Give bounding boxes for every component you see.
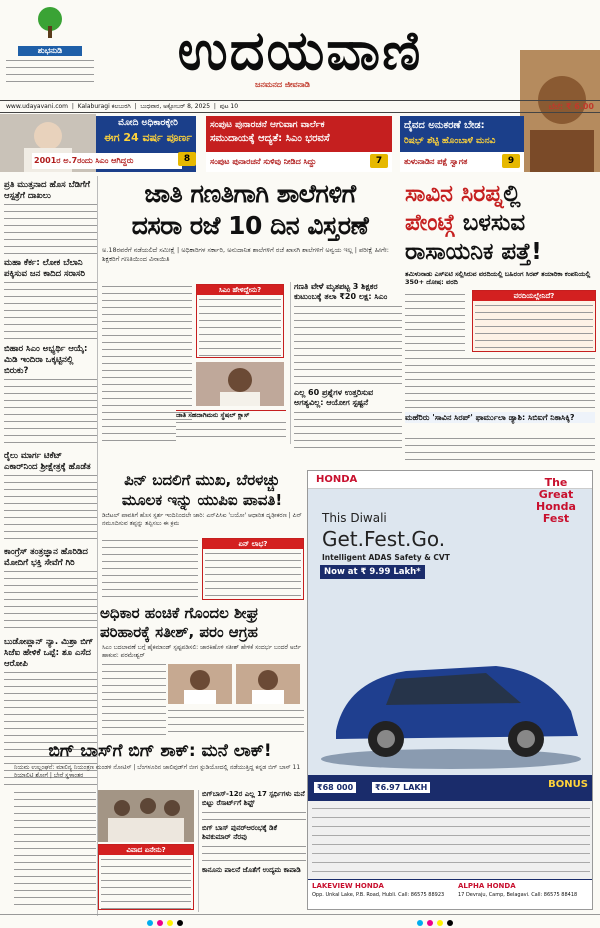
- price-label: ಬೆಲೆ: ₹ 6.00: [548, 102, 594, 111]
- parameshwar-photo: [236, 664, 300, 704]
- ad-fest-logo: The Great Honda Fest: [536, 476, 576, 525]
- body-text: [4, 280, 97, 340]
- teaser-page-number: 8: [178, 152, 196, 166]
- person-photo-icon: [236, 664, 300, 704]
- lead-headline-line1: ಜಾತಿ ಗಣತಿಗಾಗಿ ಶಾಲೆಗಳಿಗೆ: [144, 179, 356, 208]
- cm-said-box-title: ಸಿಎಂ ಹೇಳಿದ್ದೇನು?: [197, 285, 283, 295]
- upi-benefit-title: ಏನ್ ಲಾಭ?: [203, 539, 303, 549]
- teaser-page-number: 9: [502, 154, 520, 168]
- controversy-box-title: ವಿವಾದ ಏನೇನು?: [99, 845, 193, 855]
- power-share-subheading: ಸಿಎಂ ಬದಲಾವಣೆ ಬಗ್ಗೆ ಹೈಕಮಾಂಡ್ ಸ್ಪಷ್ಟಪಡಿಸಲಿ: ಜಾರಕಿಹೊಳಿ ಸತೀಶ್ ಹೇಳಿಕೆ ಸಂದರ್ಭ ಬಂದರೆ ಅರ್ಜಿ ಹಾಕುವ: ಪರಮೇಶ್ವರ್: [102, 644, 301, 659]
- dealer2-name: ALPHA HONDA: [458, 882, 516, 890]
- teaser-caption: ಸಂಪುಟ ಪುನಾರಚನೆ ಸುಳಿವು ನೀಡಿದ ಸಿದ್ದು: [206, 152, 392, 172]
- bigboss-photo: [98, 790, 194, 842]
- dealer1-name: LAKEVIEW HONDA: [312, 882, 384, 890]
- person-photo-icon: [168, 664, 232, 704]
- lead-side-story: [290, 282, 402, 444]
- left-headline[interactable]: ಕಾಂಗ್ರೆಸ್ ತಂತ್ರಜ್ಞಾನ ಹೊರಿಡಿದ ಮೋದಿಗೆ ಭಕ್ತಿ ಸೇವೆಗೆ ಗಿರಿ: [4, 547, 88, 568]
- side-story2-headline[interactable]: ಎಲ್ಲ 60 ಪ್ರಶ್ನೆಗಳ ಉತ್ತರಿಸುವ ಅಗತ್ಯವಿಲ್ಲ: ಆಯೋಗ ಸ್ಪಷ್ಟನೆ: [294, 388, 374, 407]
- ad-line2: Get.Fest.Go.: [322, 527, 446, 551]
- teaser-line: ರಿಷಭ್ ಶೆಟ್ಟಿ ಹೊಂಬಾಳೆ ಮನವಿ: [404, 136, 496, 146]
- website-url[interactable]: www.udayavani.com: [6, 103, 69, 110]
- bigboss-subheading: ನಿಯಮ ಉಲ್ಲಂಘನೆ: ಮಾಲಿನ್ಯ ನಿಯಂತ್ರಣ ಮಂಡಳಿ ನೋಟಿಸ್ | ಬೆಂಗಳೂರಿನ ಜಾಲಿವುಡ್‌ಗೆ ಬೀಗ ಸ್ಟುಡಿಯೋದಲ್ಲಿ ನಡೆಯುತ್ತಿದ್ದ ಕನ್ನಡ ಬಿಗ್ ಬಾಸ್ 11 ರಿಯಾಲಿಟಿ ಶೋಗೆ | ಬೇರೆ ಸ್ಥಳಾಂತರ: [14, 764, 301, 779]
- person-photo-icon: [196, 362, 284, 406]
- ad-dealers: [308, 879, 593, 910]
- teaser-line: ಈಗ 24 ವರ್ಷ ಪೂರ್ಣ: [104, 131, 192, 144]
- ad-bonus: BONUS: [548, 779, 588, 790]
- bigboss-side2[interactable]: ಬಿಗ್ ಬಾಸ್ ಪುನರ್‌ಆರಂಭಕ್ಕೆ ಡಿಕೆ ಶಿವಕುಮಾರ್ ನೆರವು: [202, 824, 278, 841]
- teaser-rishab[interactable]: [400, 116, 524, 172]
- lead-subheading: ಅ.18ರವರೆಗೆ ನಡೆಯಲಿದೆ ಸಮೀಕ್ಷೆ | ಅಧಿಕಾರಿಗಳ ಸರ್ಕಾರಿ, ಅನುದಾನಿತ ಶಾಲೆಗಳಿಗೆ ರಜೆ ಖಾಸಗಿ ಶಾಲೆಗಳಿಗೆ ಅನ್ವಯ ಇಲ್ಲ | ಪರೀಕ್ಷೆ ಹೀಗೇ: ಶಿಕ್ಷಕರಿಗೆ ಗಣತಿಯಿಂದ ವಿನಾಯಿತಿ: [102, 246, 389, 263]
- power-share-body: [102, 662, 166, 736]
- lead-headline-line2: ದಸರಾ ರಜೆ 10 ದಿನ ವಿಸ್ತರಣೆ: [131, 211, 369, 240]
- body-text: [4, 569, 97, 633]
- honda-ad[interactable]: [307, 470, 593, 910]
- edition-label: Kalaburagi ಕಲಬುರಗಿ: [77, 103, 131, 110]
- syrup-story2-headline[interactable]: ಮಹೆರಿರು 'ಸಾವಿನ ಸಿರಪ್' ಫಾರ್ಮುಲಾ ಡ್ಯಾಶಿ: ಸಿಬಿಐಗೆ ನಿಕಾಸಿಕ್ಕಿ?: [405, 412, 595, 423]
- upi-benefit-box: [202, 538, 304, 600]
- upi-headline-line1: ಪಿನ್ ಬದಲಿಗೆ ಮುಖ, ಬೆರಳಚ್ಚು: [124, 471, 280, 489]
- syrup-headline-part: ಗೆ ಬಳಸುವ: [454, 210, 526, 236]
- siddaramaiah-photo: [196, 362, 284, 406]
- controversy-box: [98, 844, 194, 910]
- left-headline[interactable]: ಪ್ರತಿ ಮುತ್ತನಾದ ಹೊಸ ಬೆಡಿಗೆಗೆ ಆಸ್ಪತ್ರೆಗೆ ದಾಖಲು: [4, 180, 90, 201]
- syrup-body2: [405, 356, 595, 408]
- page-count: ಪುಟ 10: [219, 103, 239, 110]
- car-image: [316, 621, 586, 771]
- bigboss-headline[interactable]: ಬಿಗ್ ಬಾಸ್‌ಗೆ ಬಿಗ್ ಶಾಕ್: ಮನೆ ಲಾಕ್!: [48, 741, 272, 761]
- upi-body: [102, 538, 198, 600]
- teaser-cabinet[interactable]: [206, 116, 392, 172]
- body-text: [4, 473, 97, 543]
- syrup-headline[interactable]: [405, 180, 595, 267]
- bigboss-side1[interactable]: ಬಿಗ್‌ಬಾಸ್-12ರ ಎಲ್ಲ 17 ಸ್ಪರ್ಧಿಗಳು ಮನೆ ಬಿಟ್ಟು ರೆಸಾರ್ಟ್‌ಗೆ ಶಿಫ್ಟ್: [202, 790, 305, 807]
- ad-price: Now at ₹ 9.99 Lakh*: [320, 565, 425, 579]
- side-story-headline[interactable]: ಗಣತಿ ವೇಳೆ ಮೃತಪಟ್ಟ 3 ಶಿಕ್ಷಕರ ಕುಟುಂಬಕ್ಕೆ ತಲಾ ₹20 ಲಕ್ಷ: ಸಿಎಂ: [294, 282, 388, 301]
- power-share-line2: ಪರಿಹಾರಕ್ಕೆ ಸತೀಶ್, ಪರಂ ಆಗ್ರಹ: [100, 623, 258, 641]
- syrup-subheading: ತಮಿಳುನಾಡು ಎಸ್‌ಐಟಿ ಸಲ್ಲಿಸಿರುವ ವರದಿಯಲ್ಲಿ ಬಹಿರಂಗ ಸಿರಪ್ ತಯಾರಿಕಾ ಕಂಪನಿಯಲ್ಲಿ 350+ ದೋಷ: ವರದಿ: [405, 270, 591, 286]
- color-marks-icon: [0, 916, 600, 928]
- report-box-title: ವರದಿಯಲ್ಲೇನಿದೆ?: [473, 291, 595, 301]
- upi-headline-line2: ಮೂಲಕ ಇನ್ನು ಯುಪಿಐ ಪಾವತಿ!: [121, 491, 283, 509]
- syrup-headline-part: ಪೇಂಟ್: [405, 210, 455, 236]
- lead-headline[interactable]: [100, 178, 400, 242]
- group-photo-icon: [98, 790, 194, 842]
- left-headline[interactable]: ಬಿಹಾರ ಸಿಎಂ ಅಭ್ಯರ್ಥಿ ಆಯ್ಕೆ: ಮಿಡಿ ಇಂದಿರಾ ಒಕ್ಕಟ್ಟಿನಲ್ಲಿ ಬಿರುಕು?: [4, 344, 88, 376]
- upi-headline[interactable]: [100, 470, 304, 510]
- report-box: [472, 290, 596, 352]
- date-label: ಬುಧವಾರ, ಅಕ್ಟೋಬರ್ 8, 2025: [140, 103, 211, 110]
- left-headline[interactable]: ಮಹಾ ಕೆರ್ಕ: ಲೋಕ ಬೆಲಾನಿ ಪಕ್ಕಿಸುವ ಜನ ಕಾದಿದ ಸರಾಸರಿ: [4, 258, 86, 279]
- power-share-line1: ಅಧಿಕಾರ ಹಂಚಿಕೆ ಗೊಂದಲ ಶೀಘ್ರ: [100, 604, 259, 622]
- body-text: [4, 202, 97, 254]
- syrup-story2-body: [405, 436, 595, 466]
- subhanudi-logo: [0, 6, 100, 86]
- teaser-page-number: 7: [370, 154, 388, 168]
- quote-text: ಜಾತಿ ಸಹದಾಗಿಮನು ಸ್ಥೆಷಲ್ ಕ್ಲಾಸ್: [176, 411, 250, 419]
- power-share-body2: [168, 708, 304, 736]
- teaser-caption: ತುಳುನಾಡಿನ ಪಕ್ಷೆ ಸ್ವಾಗತ: [400, 152, 524, 172]
- footer-registration-marks: [0, 914, 600, 928]
- left-headline[interactable]: ರೈಲು ಮಾರ್ಗ ಟಿಕೆಟ್ ಎಕಾರ್‌ನಿಂದ ಶ್ರೀಕ್ಷೇತ್ರಕ್ಕೆ ಹೊಡೆತ: [4, 451, 91, 472]
- ad-line3: Intelligent ADAS Safety & CVT: [322, 553, 450, 562]
- bigboss-body: [14, 790, 96, 910]
- ad-benefit2: ₹6.97 LAKH: [372, 782, 430, 793]
- teaser-line: ದೈವದ ಅನುಕರಣೆ ಬೇಡ:: [404, 120, 485, 131]
- teaser-line: ಸಂಪುಟ ಪುನಾರಚನೆ ಆಗುವಾಗ ವಾರ್ಲೆಕ: [210, 120, 325, 130]
- dealer1-address: Opp. Unkal Lake, P.B. Road, Hubli. Call: 86575 88923: [312, 892, 445, 898]
- syrup-headline-part: ಸಾವಿನ ಸಿರಪ್: [405, 181, 504, 207]
- teaser-line: ಮೋದಿ ಅಧಿಕಾರಕ್ಕೇರಿ: [118, 118, 178, 128]
- ad-offers-bar: [308, 775, 593, 801]
- masthead-tagline: ಜನಮನದ ಜೀವನಾಡಿ: [255, 80, 310, 89]
- masthead-title: ಉದಯವಾಣಿ: [177, 18, 423, 82]
- satish-photo: [168, 664, 232, 704]
- dealer2-address: 17 Devraju, Camp, Belagavi. Call: 86575 88418: [458, 892, 578, 898]
- syrup-headline-part: ರಾಸಾಯನಿಕ ಪತ್ತೆ!: [405, 239, 542, 265]
- logo-caption-lines: [6, 58, 94, 84]
- ad-benefit1: ₹68 000: [314, 782, 356, 793]
- ad-line1: This Diwali: [322, 511, 387, 525]
- syrup-body: [405, 292, 465, 352]
- quote-box: [176, 410, 286, 444]
- ad-features: [308, 801, 593, 879]
- honda-logo: HONDA: [316, 474, 358, 485]
- logo-text: ಶುಭನುಡಿ: [18, 46, 82, 56]
- teaser-caption: 2001ರ ಅ.7ರಂದು ಸಿಎಂ ಆಗಿದ್ದರು: [32, 153, 182, 169]
- upi-subheading: ಡಿಜಿಟಲ್ ಪಾವತಿಗೆ ಹೊಸ ಸ್ಪರ್ಶ ಇಂದಿನಿಂದಲೇ ಜಾರಿ: ಎನ್‌ಪಿಸಿಐ 'ಬಯೋ' ಆಧಾರಿತ ದೃಢೀಕರಣ | ಪಿನ್ ನಮೂದಿಸುವ ತಪ್ಪನ್ನು ತಪ್ಪಿಸಲು ಈ ಕ್ರಮ: [102, 512, 302, 527]
- power-share-headline[interactable]: [100, 604, 306, 642]
- teaser-line: ಸಮುದಾಯಕ್ಕೆ ಆದ್ಯತೆ: ಸಿಎಂ ಭರವಸೆ: [210, 133, 330, 144]
- cm-said-box: [196, 284, 284, 358]
- body-text: [4, 377, 97, 447]
- tree-icon: [32, 6, 68, 40]
- bigboss-side3[interactable]: ಕಾನೂನು ಪಾಲನೆ ಜೊತೆಗೆ ಉದ್ಯಮ ಕಾಪಾಡಿ: [202, 866, 301, 874]
- info-bar: www.udayavani.com | Kalaburagi ಕಲಬುರಗಿ | ಬುಧವಾರ, ಅಕ್ಟೋಬರ್ 8, 2025 | ಪುಟ 10 ಬೆಲೆ: ₹ 6.00: [0, 100, 600, 113]
- bigboss-side: [198, 790, 306, 912]
- left-headline[interactable]: ಬುಡೋಪ್ಲಾನ್ ನ್ಯಾ. ಮಿಶ್ರಾ ಬಿಗ್ ಸಿಜೆಐ ಹೇಳಿಕೆ ಒಪ್ಪೆ: ಶೂ ಎಸೆದ ಆರೋಪಿ: [4, 637, 94, 669]
- syrup-headline-part: ನಲ್ಲಿ: [503, 181, 521, 207]
